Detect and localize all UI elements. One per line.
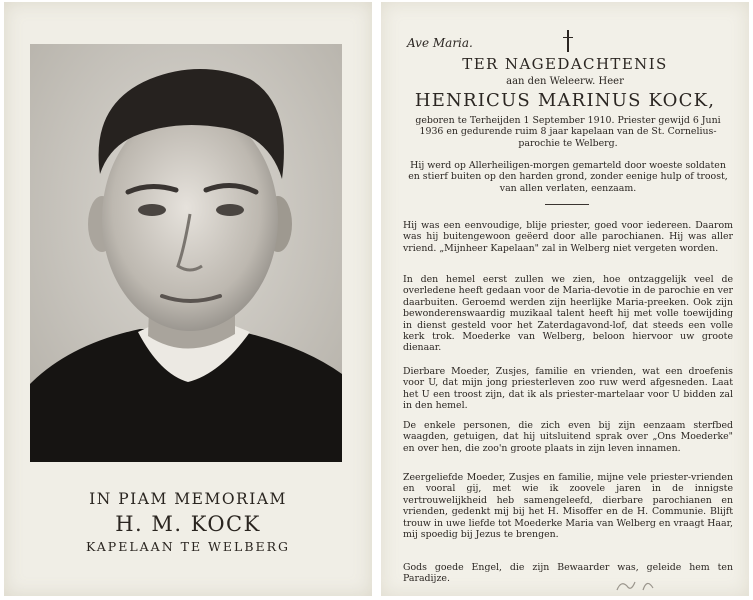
memorial-card-back (381, 2, 749, 596)
portrait-photo (30, 44, 342, 462)
memorial-card-front (4, 2, 372, 596)
memoriam-heading: IN PIAM MEMORIAM (89, 490, 287, 508)
death-text: Hij werd op Allerheiligen-morgen gemarteld door woeste soldaten en stierf buiten op den harden grond, zonder eenige hulp of troost, van allen verlaten, eenzaam. (408, 160, 728, 194)
deceased-full-name: HENRICUS MARINUS KOCK, (414, 90, 716, 111)
portrait-illustration (30, 44, 342, 462)
paragraph: Zeergeliefde Moeder, Zusjes en familie, mijne vele priester-vrienden en vooral gij, met wie ik zoovele jaren in de innigste vertrouwelijkheid heb samengeleefd, dierbare parochianen en vrienden, gedenkt mij bij het H. Misoffer en de H. Communie. Blijft trouw in uwe liefde tot Moederke Maria van Welberg en vraagt Haar, mij spoedig bij Jezus te brengen. (403, 472, 733, 541)
paragraph: Dierbare Moeder, Zusjes, familie en vrienden, wat een droefenis voor U, dat mijn jong priesterleven zoo ruw werd afgesneden. Laat het U een troost zijn, dat ik als priester-martelaar voor U bidden zal in den hemel. (403, 366, 733, 412)
paragraph: Gods goede Engel, die zijn Bewaarder was, geleide hem ten Paradijze. (403, 562, 733, 585)
paragraph: Hij was een eenvoudige, blije priester, goed voor iedereen. Daarom was hij buitengewoon geëerd door alle parochianen. Hij was aller vriend. „Mijnheer Kapelaan" zal in Welberg niet vergeten worden. (403, 220, 733, 254)
pencil-mark-icon (613, 576, 673, 594)
cross-icon (561, 30, 575, 52)
greeting: Ave Maria. (407, 36, 473, 50)
card-subtitle: aan den Weleerw. Heer (506, 76, 624, 87)
card-title: TER NAGEDACHTENIS (462, 55, 668, 73)
deceased-initials-name: H. M. KOCK (115, 512, 261, 536)
paragraph: In den hemel eerst zullen we zien, hoe ontzaggelijk veel de overledene heeft gedaan voor de Maria-devotie in de parochie en ver daarbuiten. Geroemd werden zijn heerlijke Maria-preeken. Ook zijn bewonderenswaardig muzikaal talent heeft hij met volle toewijding in dienst gesteld voor het Zaterdagavond-lof, dat steeds een volle kerk trok. Moederke van Welberg, beloon hiervoor uw groote dienaar. (403, 274, 733, 354)
biography-text: geboren te Terheijden 1 September 1910. Priester gewijd 6 Juni 1936 en gedurende ruim 8 jaar kapelaan van de St. Cornelius-parochie te Welberg. (415, 115, 721, 149)
deceased-role: KAPELAAN TE WELBERG (85, 539, 291, 554)
divider (545, 204, 589, 205)
paragraph: De enkele personen, die zich even bij zijn eenzaam sterfbed waagden, getuigen, dat hij uitsluitend sprak over „Ons Moederke" en over hen, die zoo'n groote plaats in zijn leven innamen. (403, 420, 733, 454)
